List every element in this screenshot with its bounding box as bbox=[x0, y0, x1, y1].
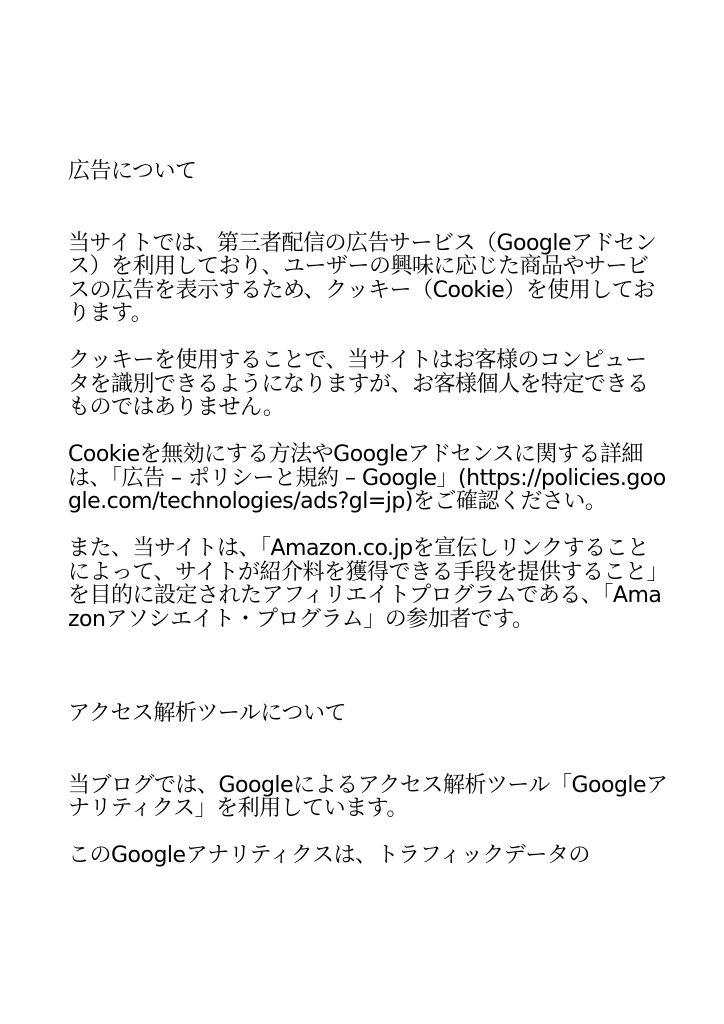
ads-paragraph-2: クッキーを使用することで、当サイトはお客様のコンピュータを識別できるようになりますが、お客様個人を特定できるものではありません。 bbox=[68, 348, 649, 420]
document-content bbox=[68, 160, 668, 868]
ads-paragraph-3: Cookieを無効にする方法やGoogleアドセンスに関する詳細は、「広告 – ポリシーと規約 – Google」(https://policies.google.com/technologies/ads?gl=jp)をご確認ください。 bbox=[68, 442, 666, 514]
ads-paragraph-4: また、当サイトは、「Amazon.co.jpを宣伝しリンクすることによって、サイトが紹介料を獲得できる手段を提供すること」を目的に設定されたアフィリエイトプログラムである、「Amazonアソシエイト・プログラム」の参加者です。 bbox=[68, 536, 662, 632]
ads-paragraph-1: 当サイトでは、第三者配信の広告サービス（Googleアドセンス）を利用しており、ユーザーの興味に応じた商品やサービスの広告を表示するため、クッキー（Cookie）を使用しております。 bbox=[68, 230, 657, 326]
analytics-paragraph-1: 当ブログでは、Googleによるアクセス解析ツール「Googleアナリティクス」を利用しています。 bbox=[68, 772, 668, 821]
analytics-paragraph-2: このGoogleアナリティクスは、トラフィックデータの bbox=[68, 843, 590, 868]
analytics-section-heading: アクセス解析ツールについて bbox=[68, 701, 346, 726]
ads-section-heading: 広告について bbox=[68, 159, 197, 184]
